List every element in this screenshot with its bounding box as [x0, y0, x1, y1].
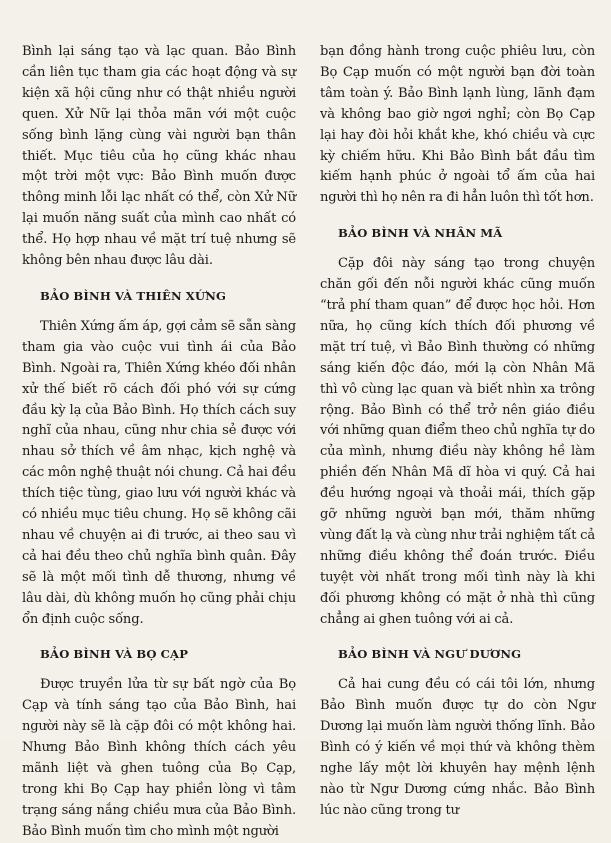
- paragraph-scorpio: Được truyền lửa từ sự bất ngờ của Bọ Cạp và tính sáng tạo của Bảo Bình, hai người này sẽ là cặp đôi có một không hai. Nhưng Bảo Bình không thích cách yêu mãnh liệt và ghen tuông của Bọ Cạp, trong khi Bọ Cạp hay phiền lòng vì tâm trạng sáng nắng chiều mưa của Bảo Bình. Bảo Bình muốn tìm cho mình một người: [22, 677, 296, 839]
- left-column: [22, 42, 296, 843]
- heading-sagittarius: BẢO BÌNH VÀ NHÂN MÃ: [338, 226, 503, 241]
- heading-scorpio: BẢO BÌNH VÀ BỌ CẠP: [40, 647, 189, 662]
- heading-libra: BẢO BÌNH VÀ THIÊN XỨNG: [40, 288, 227, 303]
- paragraph-capricorn: Cả hai cung đều có cái tôi lớn, nhưng Bảo Bình muốn được tự do còn Ngư Dương lại muốn làm người thống lĩnh. Bảo Bình có ý kiến về mọi thứ và không thèm nghe lấy một lời khuyên hay mệnh lệnh nào từ Ngư Dương cứng nhắc. Bảo Bình lúc nào cũng trong tư: [320, 677, 595, 818]
- right-column: [320, 42, 595, 822]
- paragraph-virgo-end: Bình lại sáng tạo và lạc quan. Bảo Bình cần liên tục tham gia các hoạt động và sự kiện xã hội cũng như có thật nhiều người quen. Xử Nữ lại thỏa mãn với một cuộc sống bình lặng cùng vài người bạn thân thiết. Mục tiêu của họ cũng khác nhau một trời một vực: Bảo Bình muốn được thông minh lỗi lạc nhất có thể, còn Xử Nữ lại muốn năng suất của mình cao nhất có thể. Họ hợp nhau về mặt trí tuệ nhưng sẽ không bên nhau được lâu dài.: [22, 44, 296, 269]
- heading-capricorn: BẢO BÌNH VÀ NGƯ DƯƠNG: [338, 647, 522, 662]
- paragraph-sagittarius: Cặp đôi này sáng tạo trong chuyện chăn gối đến nỗi người khác cũng muốn “trả phí tham quan” để được học hỏi. Hơn nữa, họ cũng kích thích đối phương về mặt trí tuệ, vì Bảo Bình thường có những sáng kiến độc đáo, mới lạ còn Nhân Mã thì vô cùng lạc quan và biết nhìn xa trông rộng. Bảo Bình có thể trở nên giáo điều với những quan điểm theo chủ nghĩa tự do của mình, nhưng điều này không hề làm phiền đến Nhân Mã dĩ hòa vi quý. Cả hai đều hướng ngoại và thoải mái, thích gặp gỡ những người bạn mới, thăm những vùng đất lạ và cùng như trải nghiệm tất cả những điều không thể đoán trước. Điều tuyệt vời nhất trong mối tình này là khi đối phương không có mặt ở nhà thì cũng chẳng ai ghen tuông với ai cả.: [320, 256, 595, 627]
- paragraph-scorpio-continued: bạn đồng hành trong cuộc phiêu lưu, còn Bọ Cạp muốn có một người bạn đời toàn tâm toàn ý. Bảo Bình lạnh lùng, lãnh đạm và không bao giờ ngơi nghỉ; còn Bọ Cạp lại hay đòi hỏi khắt khe, khó chiều và cực kỳ chiếm hữu. Khi Bảo Bình bắt đầu tìm kiếm hạnh phúc ở ngoài tổ ấm của hai người thì họ nên ra đi hẳn luôn thì tốt hơn.: [320, 44, 595, 206]
- paragraph-libra: Thiên Xứng ấm áp, gợi cảm sẽ sẵn sàng tham gia vào cuộc vui tình ái của Bảo Bình. Ngoài ra, Thiên Xứng khéo đối nhân xử thế biết rõ cách đối phó với sự cứng đầu kỳ lạ của Bảo Bình. Họ thích cách suy nghĩ của nhau, cũng như chia sẻ được với nhau sở thích về âm nhạc, kịch nghệ và các môn nghệ thuật nói chung. Cả hai đều thích tiệc tùng, giao lưu với người khác và có nhiều mục tiêu chung. Họ sẽ không cãi nhau về chuyện ai đi trước, ai theo sau vì cả hai đều theo chủ nghĩa bình quân. Đây sẽ là một mối tình dễ thương, nhưng về lâu dài, dù không muốn họ cũng phải chịu ổn định cuộc sống.: [22, 318, 296, 627]
